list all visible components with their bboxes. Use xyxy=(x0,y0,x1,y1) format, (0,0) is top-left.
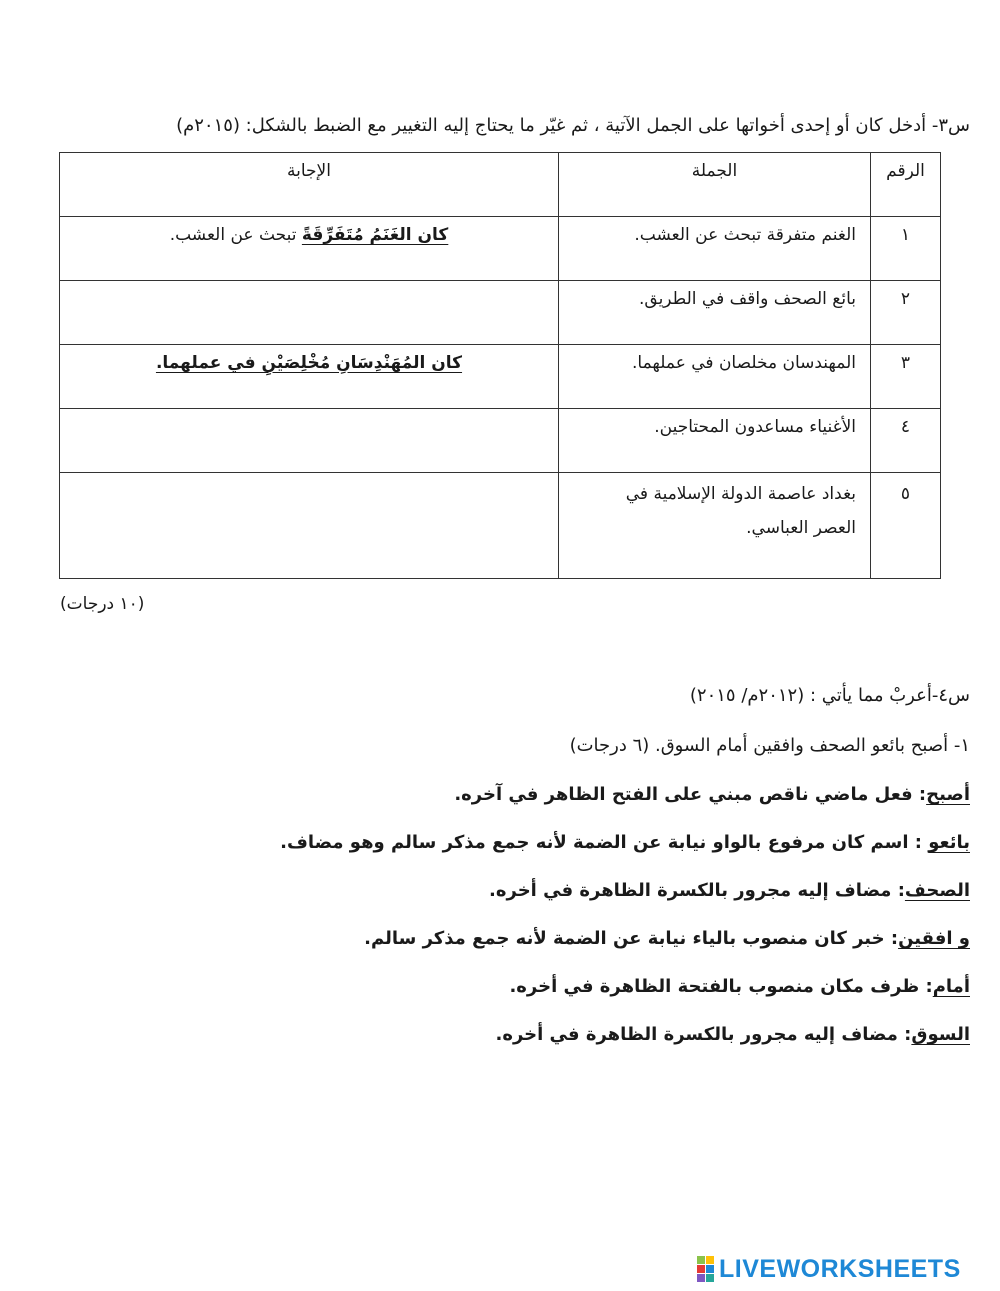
parsing-text: : مضاف إليه مجرور بالكسرة الظاهرة في أخره. xyxy=(495,1024,912,1045)
liveworksheets-logo[interactable] xyxy=(697,1254,997,1284)
parsing-text: : خبر كان منصوب بالياء نيابة عن الضمة لأنه جمع مذكر سالم. xyxy=(364,928,899,949)
parsing-text: : ظرف مكان منصوب بالفتحة الظاهرة في أخره. xyxy=(509,976,933,997)
answer-cell[interactable] xyxy=(60,409,559,473)
parsing-list xyxy=(50,780,970,1068)
parsing-text: : مضاف إليه مجرور بالكسرة الظاهرة في أخره. xyxy=(489,880,905,901)
answer-cell[interactable] xyxy=(60,345,559,409)
row-sentence: بائع الصحف واقف في الطريق. xyxy=(559,281,871,345)
parsing-line xyxy=(50,1020,970,1068)
parsing-line xyxy=(50,876,970,924)
parsing-line xyxy=(50,972,970,1020)
table-header-row xyxy=(60,153,941,217)
parsed-word: و افقين xyxy=(898,928,970,949)
row-sentence: المهندسان مخلصان في عملهما. xyxy=(559,345,871,409)
row-number: ٣ xyxy=(871,345,941,409)
table-row xyxy=(60,217,941,281)
table-row xyxy=(60,345,941,409)
parsed-word: بائعو xyxy=(928,832,970,853)
answer-table xyxy=(59,152,941,579)
parsed-word: أمام xyxy=(932,976,970,997)
parsing-line xyxy=(50,924,970,972)
parsed-word: أصبح xyxy=(926,784,970,805)
liveworksheets-logo-icon xyxy=(697,1256,714,1282)
parsed-word: الصحف xyxy=(904,880,970,901)
header-sentence: الجملة xyxy=(559,153,871,217)
row-sentence: الأغنياء مساعدون المحتاجين. xyxy=(559,409,871,473)
header-answer: الإجابة xyxy=(60,153,559,217)
parsing-text: : فعل ماضي ناقص مبني على الفتح الظاهر في آخره. xyxy=(454,784,927,805)
table-row xyxy=(60,281,941,345)
logo-text: LIVEWORKSHEETS xyxy=(719,1254,961,1283)
question-4-title: س٤-أعربْ مما يأتي : (٢٠١٢م/ ٢٠١٥) xyxy=(689,685,970,706)
row-number: ٤ xyxy=(871,409,941,473)
answer-cell[interactable] xyxy=(60,217,559,281)
row-sentence-line-2: العصر العباسي. xyxy=(746,518,856,538)
row-number: ٥ xyxy=(871,473,941,579)
answer-text: تبحث عن العشب. xyxy=(169,225,302,245)
answer-underlined: كان الغَنَمُ مُتَفَرِّقَةً xyxy=(301,225,449,245)
table-row xyxy=(60,409,941,473)
question-3-title: س٣- أدخل كان أو إحدى أخواتها على الجمل الآتية ، ثم غيّر ما يحتاج إليه التغيير مع الضبط بالشكل: (٢٠١٥م) xyxy=(176,115,970,136)
parsing-line xyxy=(50,828,970,876)
parsed-word: السوق xyxy=(911,1024,970,1045)
row-sentence: الغنم متفرقة تبحث عن العشب. xyxy=(559,217,871,281)
row-sentence xyxy=(559,473,871,579)
question-4-item: ١- أصبح بائعو الصحف وافقين أمام السوق. (٦ درجات) xyxy=(569,735,970,756)
row-number: ١ xyxy=(871,217,941,281)
header-number: الرقم xyxy=(871,153,941,217)
answer-cell[interactable] xyxy=(60,281,559,345)
parsing-text: : اسم كان مرفوع بالواو نيابة عن الضمة لأنه جمع مذكر سالم وهو مضاف. xyxy=(280,832,929,853)
row-sentence-line-1: بغداد عاصمة الدولة الإسلامية في xyxy=(625,484,856,504)
row-number: ٢ xyxy=(871,281,941,345)
answer-underlined: كان المُهَنْدِسَانِ مُخْلِصَيْنِ في عملهما. xyxy=(155,353,463,373)
question-3-grades: (١٠ درجات) xyxy=(60,594,145,614)
table-row xyxy=(60,473,941,579)
answer-cell[interactable] xyxy=(60,473,559,579)
parsing-line xyxy=(50,780,970,828)
